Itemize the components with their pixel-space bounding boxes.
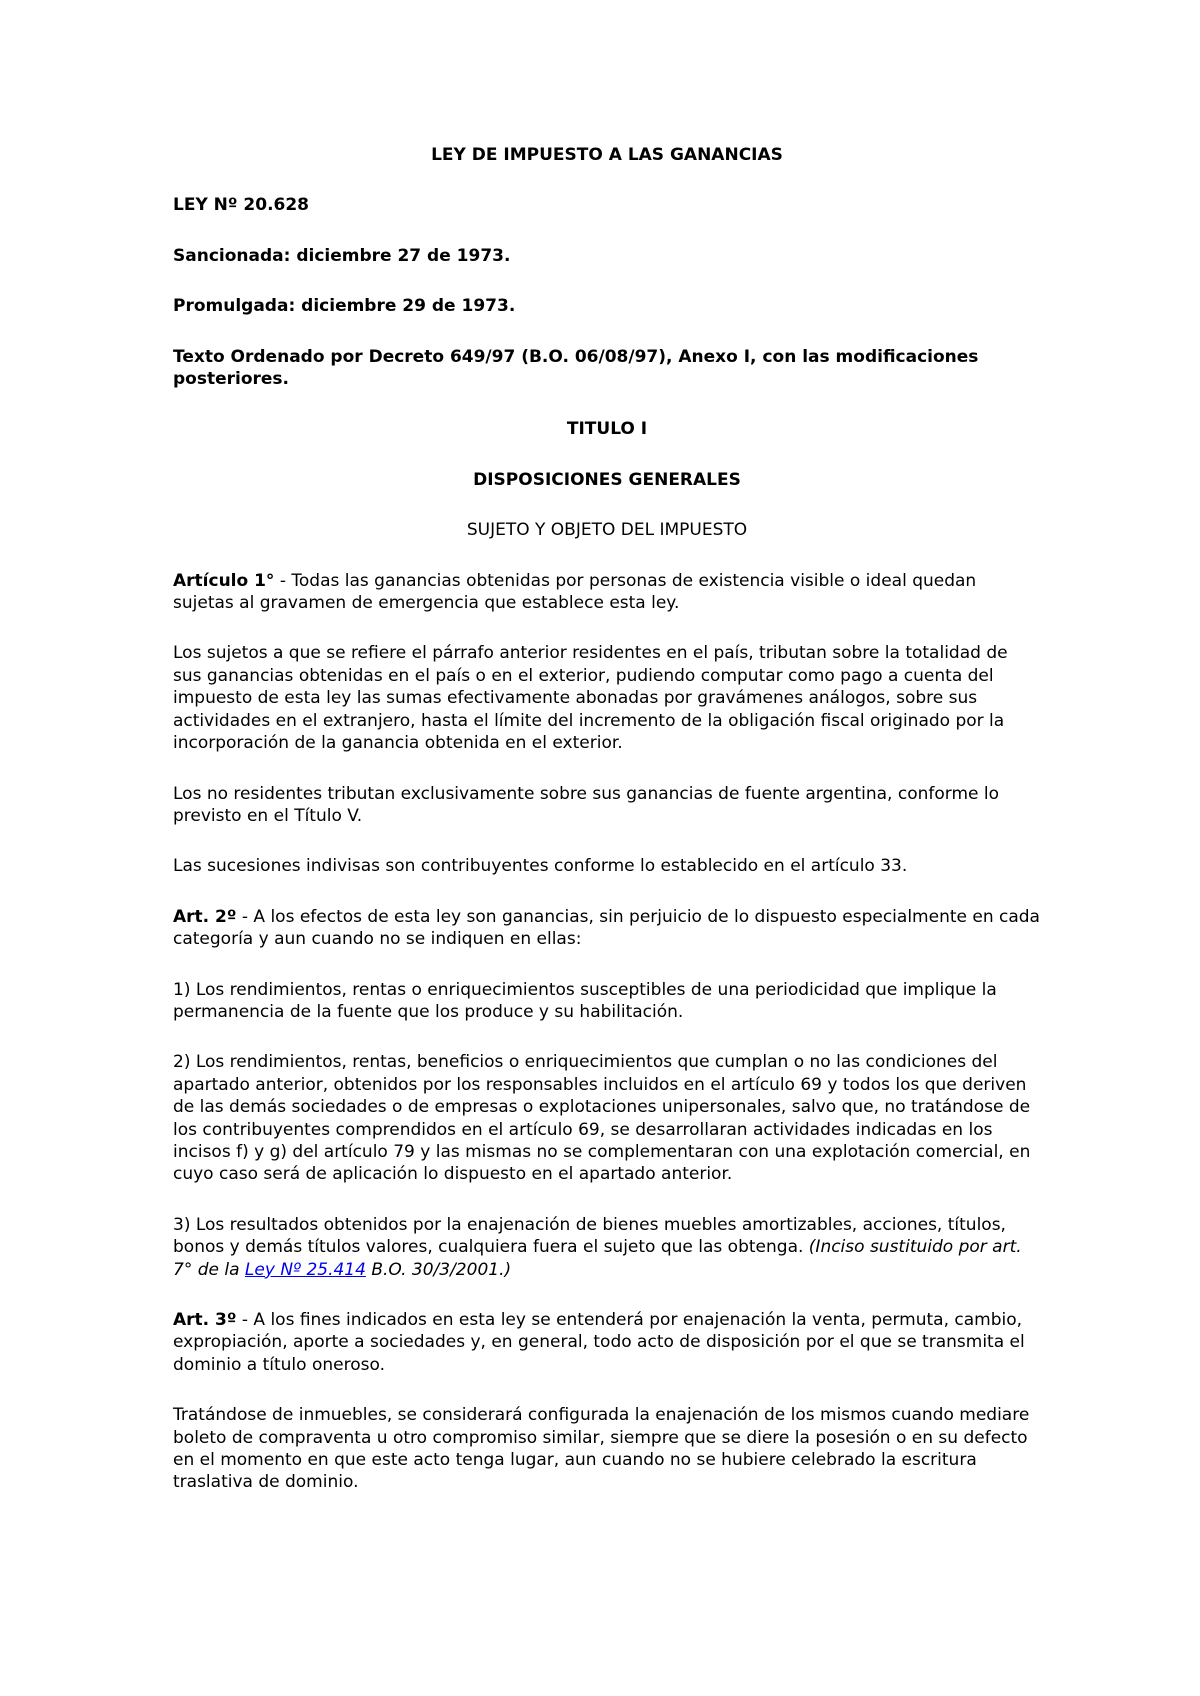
title-i-label: TITULO I — [566, 419, 648, 440]
sanctioned-date: Sancionada: diciembre 27 de 1973. — [173, 245, 511, 266]
article-1-paragraph — [173, 570, 1041, 615]
promulgated-date: Promulgada: diciembre 29 de 1973. — [173, 296, 516, 317]
document-page — [173, 144, 1041, 1494]
article-2-item-1: 1) Los rendimientos, rentas o enriquecimientos susceptibles de una periodicidad que implique la permanencia de la fuente que los produce y su habilitación. — [173, 979, 997, 1022]
article-2-text: - A los efectos de esta ley son ganancias, sin perjuicio de lo dispuesto especialmente en cada categoría y aun cuando no se indiquen en ellas: — [173, 906, 1040, 950]
title-i-subheading: SUJETO Y OBJETO DEL IMPUESTO — [466, 520, 748, 541]
article-2-item-3-text: 3) Los resultados obtenidos por la enajenación de bienes muebles amortizables, acciones, títulos, bonos y demás títulos valores, cualquiera fuera el sujeto que las obtenga. — [173, 1214, 1006, 1258]
article-2-item-3 — [173, 1214, 1041, 1281]
ordered-text-note: Texto Ordenado por Decreto 649/97 (B.O. 06/08/97), Anexo I, con las modificaciones posteriores. — [173, 346, 979, 390]
article-2-item-3-note-pre: (Inciso sustituido por art. 7° de la — [173, 1237, 1022, 1280]
article-3-paragraph — [173, 1309, 1041, 1376]
article-2-item-3-note-post: B.O. 30/3/2001.) — [365, 1259, 512, 1280]
article-1-text: - Todas las ganancias obtenidas por personas de existencia visible o ideal quedan sujetas al gravamen de emergencia que establece esta ley. — [173, 570, 977, 614]
title-i-heading: DISPOSICIONES GENERALES — [473, 469, 741, 490]
article-2-paragraph — [173, 906, 1041, 951]
article-1-label: Artículo 1° — [173, 570, 275, 591]
document-title: LEY DE IMPUESTO A LAS GANANCIAS — [431, 145, 783, 165]
article-2-item-2: 2) Los rendimientos, rentas, beneficios o enriquecimientos que cumplan o no las condiciones del apartado anterior, obtenidos por los responsables incluidos en el artículo 69 y todos los que deriven de las demás sociedades o de empresas o explotaciones unipersonales, salvo que, no tratándose de los contribuyentes comprendidos en el artículo 69, se desarrollaran actividades indicadas en los incisos f) y g) del artículo 79 y las mismas no se complementaran con una explotación comercial, en cuyo caso será de aplicación lo dispuesto en el apartado anterior. — [173, 1052, 1031, 1185]
article-3-text: - A los fines indicados en esta ley se entenderá por enajenación la venta, permuta, cambio, expropiación, aporte a sociedades y, en general, todo acto de disposición por el que se transmita el dominio a título oneroso. — [173, 1310, 1025, 1375]
article-3-paragraph-2: Tratándose de inmuebles, se considerará configurada la enajenación de los mismos cuando mediare boleto de compraventa u otro compromiso similar, siempre que se diere la posesión o en su defecto en el momento en que este acto tenga lugar, aun cuando no se hubiere celebrado la escritura traslativa de dominio. — [173, 1405, 1030, 1493]
article-2-label: Art. 2º — [173, 906, 237, 927]
law-number: LEY Nº 20.628 — [173, 195, 310, 216]
article-1-paragraph-4: Las sucesiones indivisas son contribuyentes conforme lo establecido en el artículo 33. — [173, 856, 908, 877]
article-1-paragraph-2: Los sujetos a que se refiere el párrafo anterior residentes en el país, tributan sobre la totalidad de sus ganancias obtenidas en el país o en el exterior, pudiendo computar como pago a cuenta del impuesto de esta ley las sumas efectivamente abonadas por gravámenes análogos, sobre sus actividades en el extranjero, hasta el límite del incremento de la obligación fiscal originado por la incorporación de la ganancia obtenida en el exterior. — [173, 643, 1008, 754]
law-25414-link[interactable]: Ley Nº 25.414 — [244, 1259, 366, 1280]
article-1-paragraph-3: Los no residentes tributan exclusivamente sobre sus ganancias de fuente argentina, conforme lo previsto en el Título V. — [173, 783, 1000, 826]
article-3-label: Art. 3º — [173, 1310, 237, 1330]
